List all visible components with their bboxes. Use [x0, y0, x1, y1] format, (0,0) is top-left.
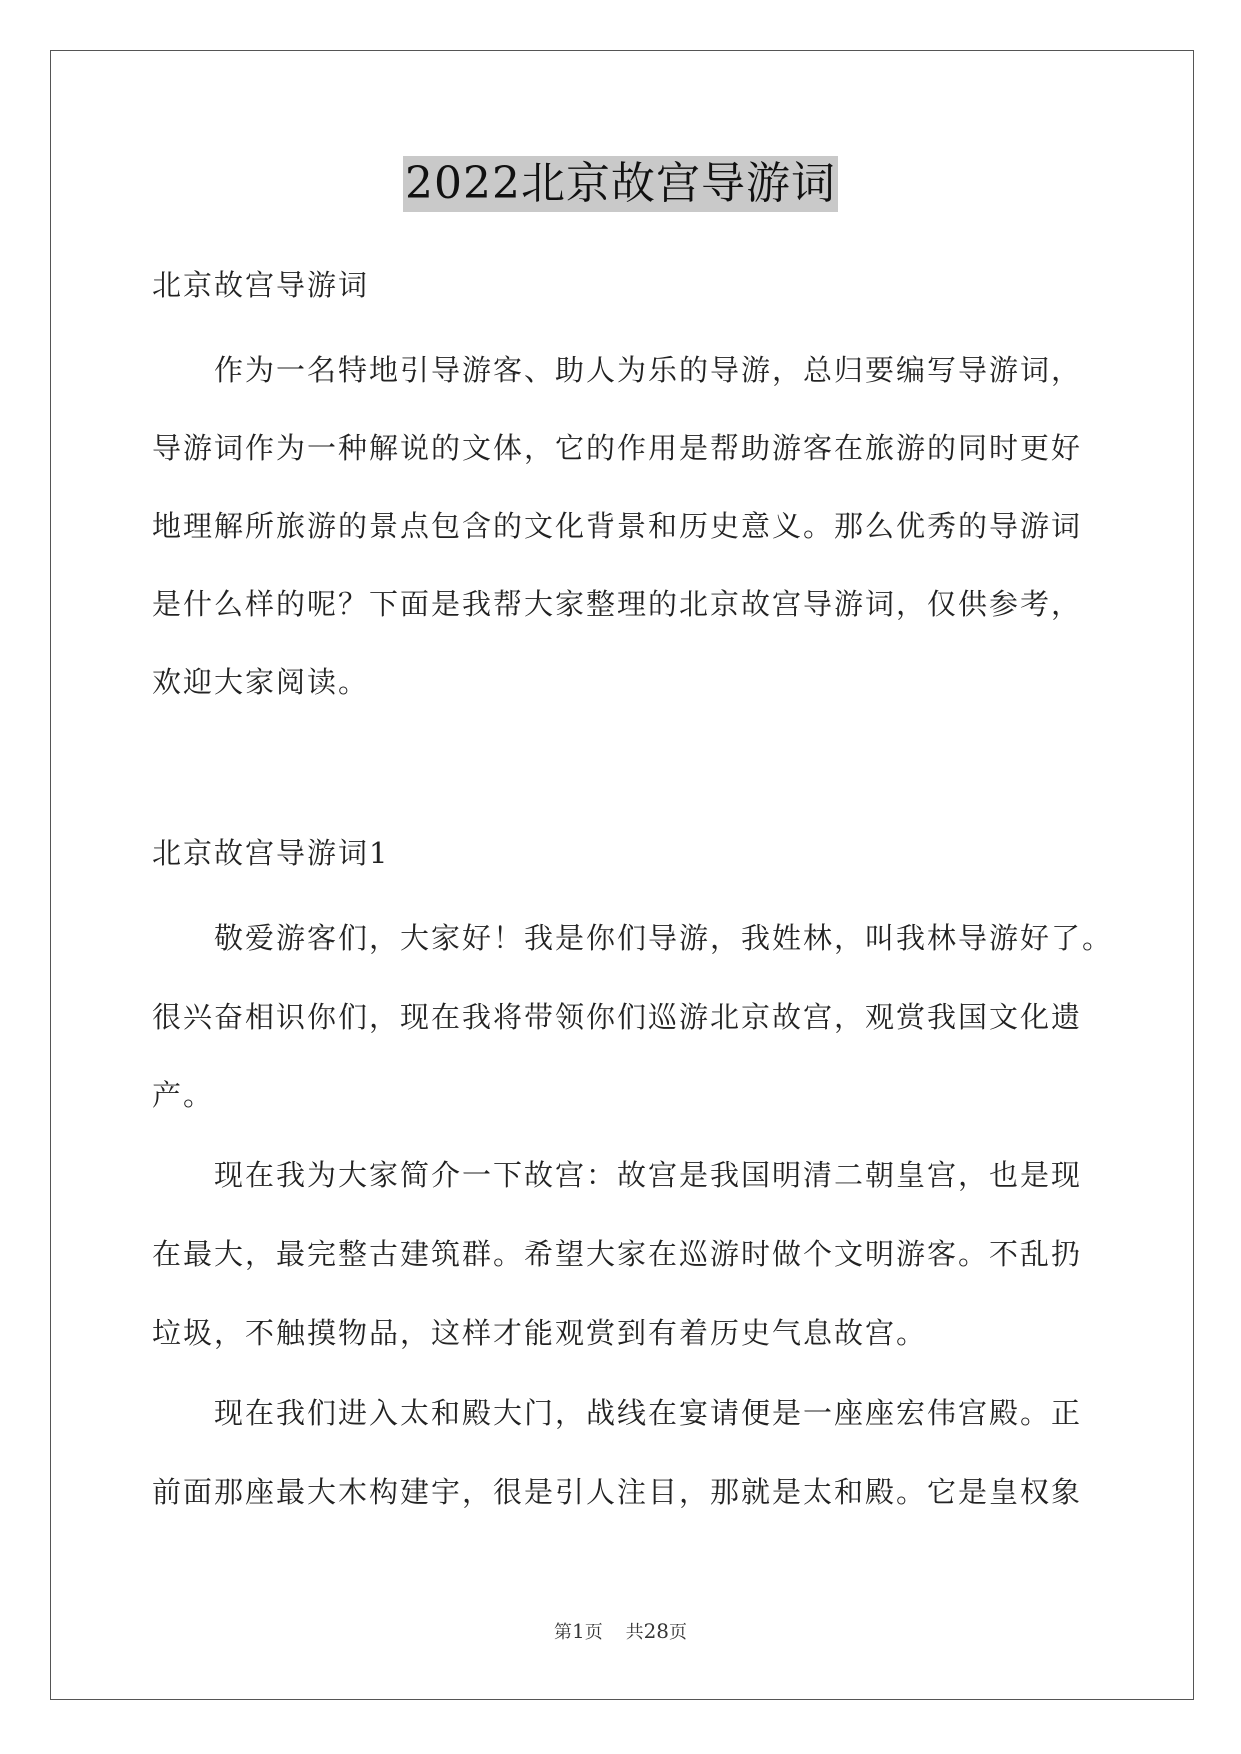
page-suffix: 页 — [584, 1622, 603, 1643]
paragraph-line: 现在我们进入太和殿大门，战线在宴请便是一座座宏伟宫殿。正 — [152, 1396, 1083, 1430]
page-total: 28 — [643, 1619, 670, 1643]
paragraph-line: 现在我为大家简介一下故宫：故宫是我国明清二朝皇宫，也是现 — [152, 1158, 1083, 1192]
paragraph-line: 导游词作为一种解说的文体，它的作用是帮助游客在旅游的同时更好 — [152, 431, 1083, 465]
paragraph-line: 产。 — [152, 1078, 215, 1112]
total-suffix: 页 — [669, 1622, 688, 1643]
section-heading: 北京故宫导游词1 — [152, 836, 390, 870]
page-footer — [0, 1618, 1241, 1644]
paragraph-line: 作为一名特地引导游客、助人为乐的导游，总归要编写导游词， — [152, 353, 1083, 387]
paragraph-line: 前面那座最大木构建宇，很是引人注目，那就是太和殿。它是皇权象 — [152, 1475, 1083, 1509]
paragraph-line: 是什么样的呢？下面是我帮大家整理的北京故宫导游词，仅供参考， — [152, 587, 1083, 621]
paragraph-line: 欢迎大家阅读。 — [152, 665, 370, 699]
paragraph-line: 地理解所旅游的景点包含的文化背景和历史意义。那么优秀的导游词 — [152, 509, 1083, 543]
paragraph-line: 很兴奋相识你们，现在我将带领你们巡游北京故宫，观赏我国文化遗 — [152, 1000, 1083, 1034]
title-wrap — [0, 156, 1241, 212]
page-prefix: 第 — [553, 1622, 572, 1643]
page-current: 1 — [571, 1619, 585, 1643]
paragraph-line: 在最大，最完整古建筑群。希望大家在巡游时做个文明游客。不乱扔 — [152, 1237, 1083, 1271]
document-title: 2022北京故宫导游词 — [403, 156, 838, 212]
paragraph-line: 敬爱游客们，大家好！我是你们导游，我姓林，叫我林导游好了。 — [152, 921, 1114, 955]
section-heading: 北京故宫导游词 — [152, 268, 370, 302]
total-prefix: 共 — [625, 1622, 644, 1643]
paragraph-line: 垃圾，不触摸物品，这样才能观赏到有着历史气息故宫。 — [152, 1316, 928, 1350]
